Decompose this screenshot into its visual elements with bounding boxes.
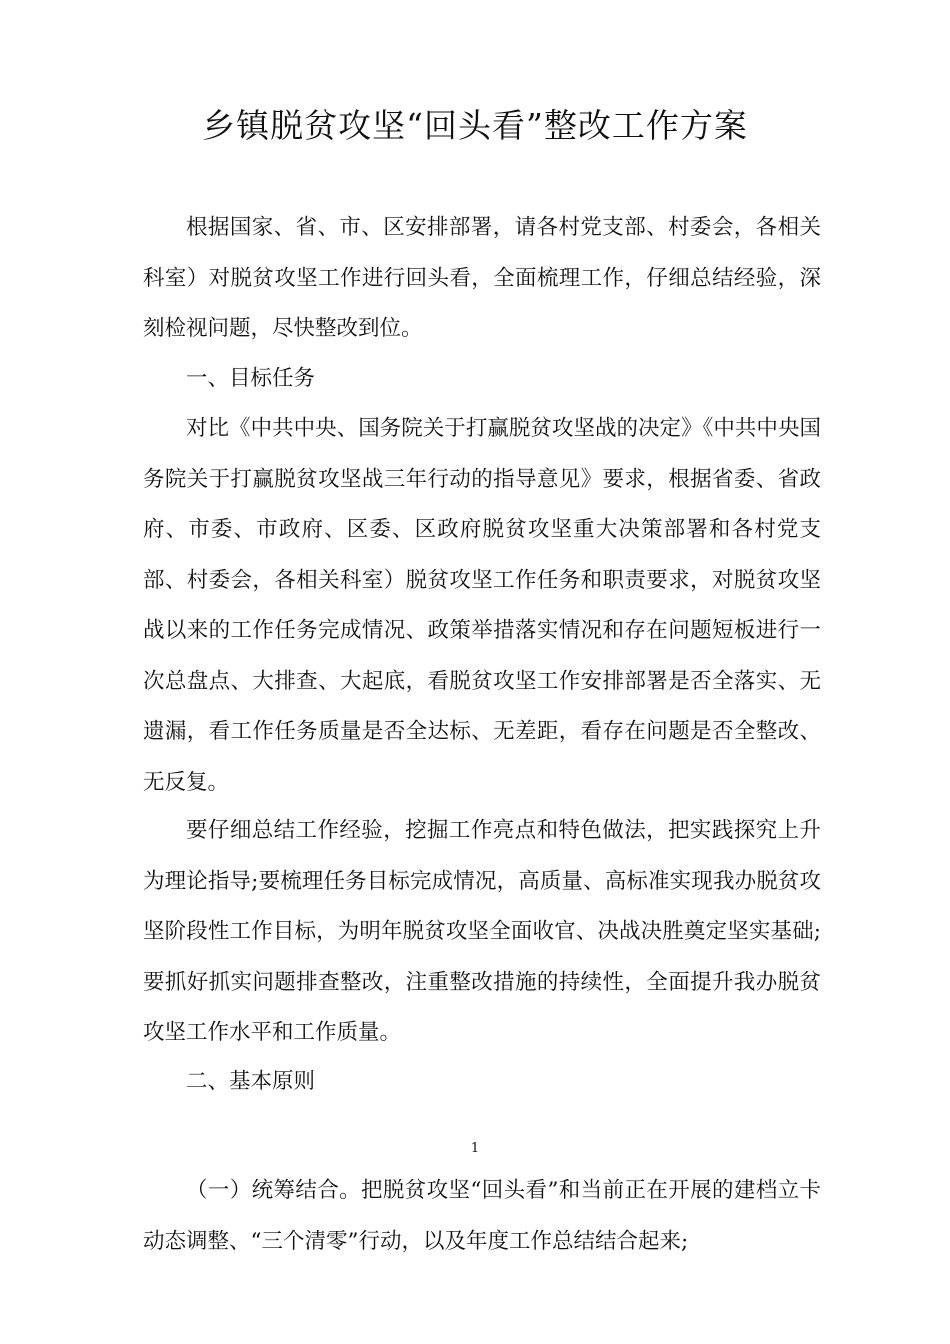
paragraph-intro: 根据国家、省、市、区安排部署，请各村党支部、村委会，各相关科室）对脱贫攻坚工作进行回头看，全面梳理工作，仔细总结经验，深刻检视问题，尽快整改到位。 bbox=[143, 215, 821, 341]
paragraph-principle-coordination: （一）统筹结合。把脱贫攻坚“回头看”和当前正在开展的建档立卡动态调整、“三个清零”行动，以及年度工作总结结合起来; bbox=[143, 1178, 821, 1254]
paragraph-goals-comparison: 对比《中共中央、国务院关于打赢脱贫攻坚战的决定》《中共中央国务院关于打赢脱贫攻坚战三年行动的指导意见》要求，根据省委、省政府、市委、市政府、区委、区政府脱贫攻坚重大决策部署和各村党支部、村委会，各相关科室）脱贫攻坚工作任务和职责要求，对脱贫攻坚战以来的工作任务完成情况、政策举措落实情况和存在问题短板进行一次总盘点、大排查、大起底，看脱贫攻坚工作安排部署是否全落实、无遗漏，看工作任务质量是否全达标、无差距，看存在问题是否全整改、无反复。 bbox=[143, 416, 821, 795]
section-heading-principles: 二、基本原则 bbox=[186, 1069, 316, 1094]
paragraph-goals-requirements: 要仔细总结工作经验，挖掘工作亮点和特色做法，把实践探究上升为理论指导;要梳理任务目标完成情况，高质量、高标准实现我办脱贫攻坚阶段性工作目标，为明年脱贫攻坚全面收官、决战决胜奠定坚实基础;要抓好抓实问题排查整改，注重整改措施的持续性，全面提升我办脱贫攻坚工作水平和工作质量。 bbox=[143, 818, 821, 1045]
document-title: 乡镇脱贫攻坚“回头看”整改工作方案 bbox=[202, 106, 748, 145]
page-number: 1 bbox=[470, 1141, 480, 1156]
section-heading-goals: 一、目标任务 bbox=[186, 366, 316, 391]
